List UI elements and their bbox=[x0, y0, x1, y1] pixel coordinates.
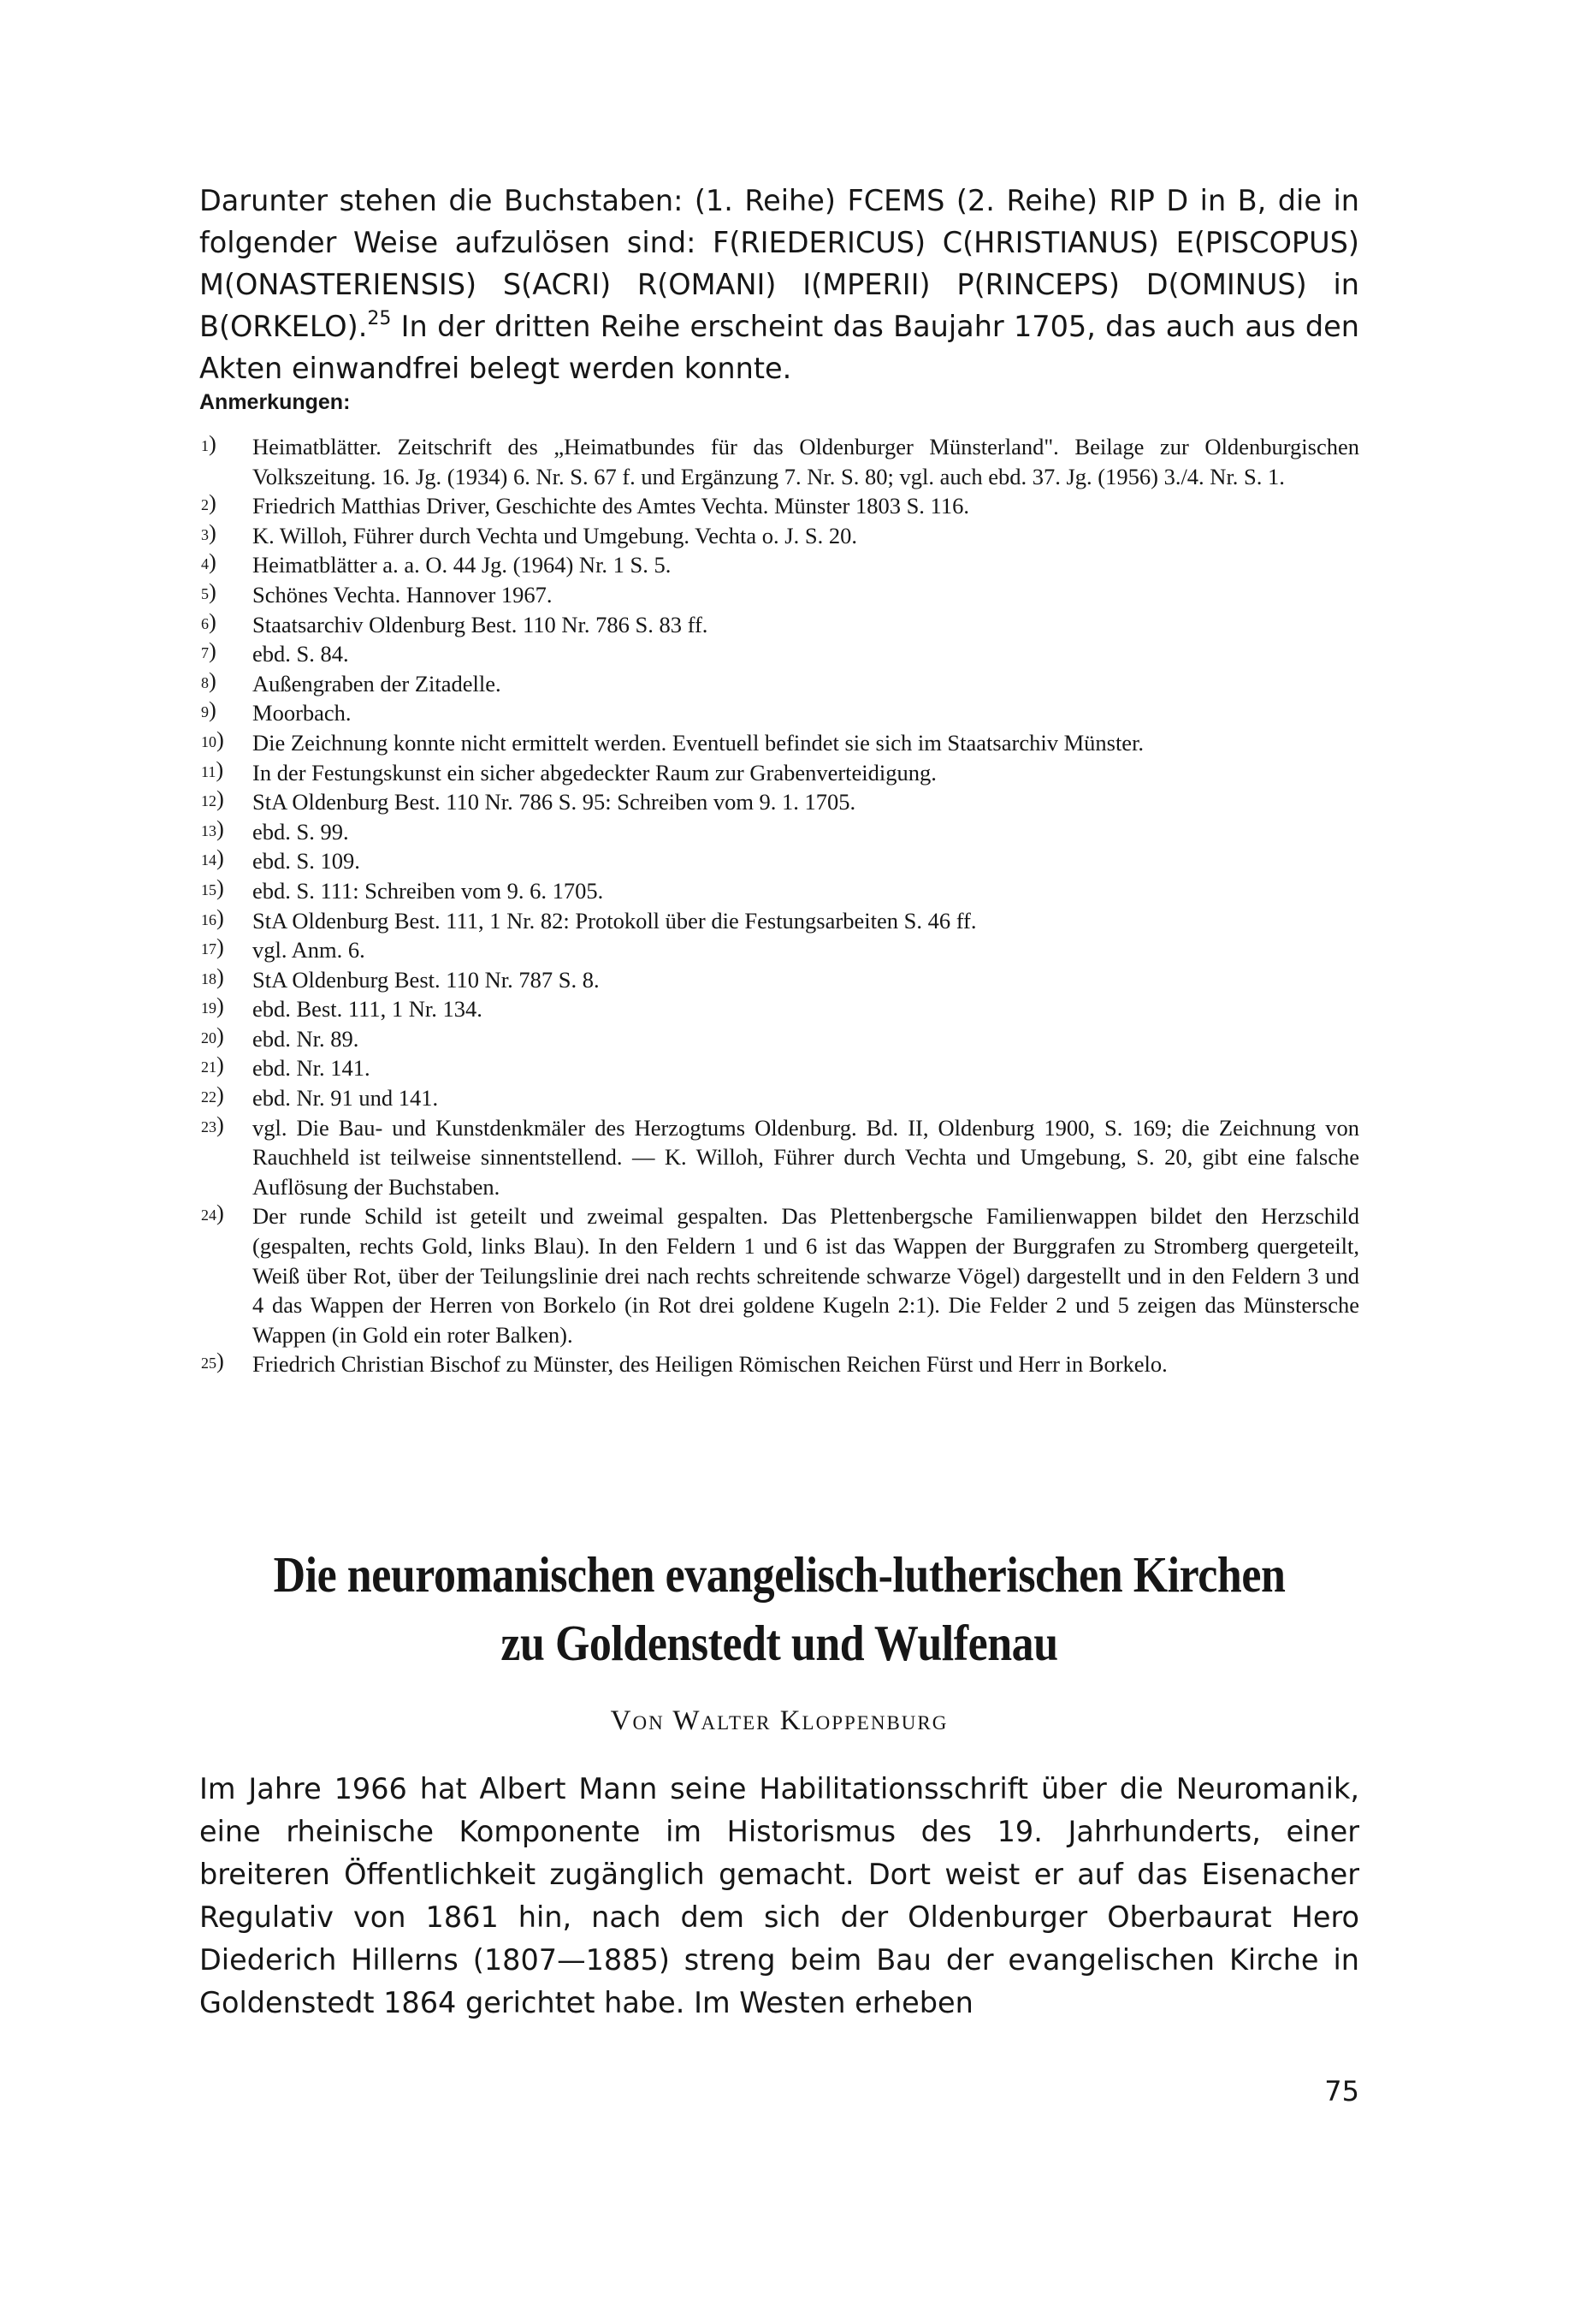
footnote-text: vgl. Anm. 6. bbox=[252, 937, 365, 963]
footnote-number: 11) bbox=[201, 756, 224, 782]
footnote-text: Moorbach. bbox=[252, 700, 352, 726]
article-byline: Von Walter Kloppenburg bbox=[610, 1705, 949, 1736]
footnote-text: ebd. Nr. 141. bbox=[252, 1055, 370, 1082]
footnote-item bbox=[199, 669, 1359, 699]
footnote-text: In der Festungskunst ein sicher abgedeckter Raum zur Grabenverteidigung. bbox=[252, 759, 937, 786]
footnote-item bbox=[199, 1113, 1359, 1202]
notes-heading: Anmerkungen: bbox=[199, 390, 351, 414]
footnote-item bbox=[199, 906, 1359, 936]
footnote-number: 7) bbox=[201, 637, 216, 664]
article-title-line-1: Die neuromanischen evangelisch-lutherischen Kirchen bbox=[273, 1546, 1286, 1603]
footnote-text: ebd. S. 84. bbox=[252, 641, 349, 667]
article-body-paragraph: Im Jahre 1966 hat Albert Mann seine Habilitationsschrift über die Neuromanik, eine rheinische Komponente im Historismus des 19. Jahrhunderts, einer breiteren Öffentlichkeit zugänglich gemacht. Dort weist er auf das Eisenacher Regulativ von 1861 hin, nach dem sich der Oldenburger Oberbaurat Hero Diederich Hillerns (1807—1885) streng beim Bau der evangelischen Kirche in Goldenstedt 1864 gerichtet habe. Im Westen erheben bbox=[199, 1772, 1359, 2019]
intro-text: Darunter stehen die Buchstaben: (1. Reihe) FCEMS (2. Reihe) RIP D in B, die in folgender Weise aufzulösen sind: F(RIEDERICUS) C(HRISTIANUS) E(PISCOPUS) M(ONASTERIENSIS) S(ACRI) R(OMANI) I(MPERII) P(RINCEPS) D(OMINUS) in B(ORKELO). bbox=[199, 184, 1359, 343]
footnote-item bbox=[199, 846, 1359, 876]
footnote-text: Heimatblätter a. a. O. 44 Jg. (1964) Nr. 1 S. 5. bbox=[252, 552, 672, 578]
footnote-text: ebd. Nr. 89. bbox=[252, 1025, 359, 1052]
footnote-number: 16) bbox=[201, 904, 224, 930]
intro-text-continued: In der dritten Reihe erscheint das Baujahr 1705, das auch aus den Akten einwandfrei belegt werden konnte. bbox=[199, 310, 1359, 385]
intro-footnote-ref[interactable]: 25 bbox=[367, 308, 392, 329]
footnote-number: 13) bbox=[201, 815, 224, 841]
footnote-number: 15) bbox=[201, 874, 224, 900]
footnote-text: StA Oldenburg Best. 111, 1 Nr. 82: Protokoll über die Festungsarbeiten S. 46 ff. bbox=[252, 907, 977, 934]
footnote-number: 4) bbox=[201, 548, 216, 575]
footnote-text: ebd. S. 111: Schreiben vom 9. 6. 1705. bbox=[252, 877, 604, 904]
footnote-item bbox=[199, 876, 1359, 906]
footnote-number: 12) bbox=[201, 786, 224, 812]
footnote-item bbox=[199, 935, 1359, 965]
footnote-text: Staatsarchiv Oldenburg Best. 110 Nr. 786 S. 83 ff. bbox=[252, 611, 708, 637]
footnote-number: 10) bbox=[201, 726, 224, 752]
footnote-item bbox=[199, 1024, 1359, 1054]
footnote-text: ebd. S. 99. bbox=[252, 818, 349, 845]
footnote-number: 6) bbox=[201, 608, 216, 634]
footnote-item bbox=[199, 521, 1359, 551]
footnote-item bbox=[199, 1083, 1359, 1113]
footnote-number: 14) bbox=[201, 845, 224, 871]
footnote-number: 25) bbox=[201, 1348, 224, 1374]
footnote-text: Schönes Vechta. Hannover 1967. bbox=[252, 581, 553, 608]
footnote-text: Außengraben der Zitadelle. bbox=[252, 670, 501, 697]
footnote-number: 2) bbox=[201, 489, 216, 516]
page-number: 75 bbox=[1324, 2075, 1359, 2108]
footnote-item bbox=[199, 580, 1359, 610]
footnote-number: 3) bbox=[201, 519, 216, 545]
footnote-item bbox=[199, 698, 1359, 728]
footnote-text: Die Zeichnung konnte nicht ermittelt werden. Eventuell befindet sie sich im Staatsarchiv Münster. bbox=[252, 729, 1145, 756]
footnote-number: 24) bbox=[201, 1200, 224, 1226]
footnote-item bbox=[199, 1201, 1359, 1349]
footnote-text: StA Oldenburg Best. 110 Nr. 787 S. 8. bbox=[252, 966, 600, 993]
footnote-number: 19) bbox=[201, 993, 224, 1019]
footnote-text: Friedrich Christian Bischof zu Münster, des Heiligen Römischen Reichen Fürst und Herr in Borkelo. bbox=[252, 1351, 1168, 1378]
footnote-text: ebd. S. 109. bbox=[252, 848, 360, 874]
footnote-text: Der runde Schild ist geteilt und zweimal gespalten. Das Plettenbergsche Familienwappen bildet den Herzschild (gespalten, rechts Gold, links Blau). In den Feldern 1 und 6 ist das Wappen der Burggrafen zu Stromberg quergeteilt, Weiß über Rot, über der Teilungslinie drei nach rechts schreitende schwarze Vögel) dargestellt und in den Feldern 3 und 4 das Wappen der Herren von Borkelo (in Rot drei goldene Kugeln 2:1). Die Felder 2 und 5 zeigen das Münstersche Wappen (in Gold ein roter Balken). bbox=[252, 1203, 1359, 1348]
article-title bbox=[269, 1540, 1289, 1677]
footnote-item bbox=[199, 1349, 1359, 1379]
footnote-item bbox=[199, 787, 1359, 817]
footnote-number: 18) bbox=[201, 963, 224, 989]
footnote-number: 23) bbox=[201, 1111, 224, 1137]
footnote-text: Friedrich Matthias Driver, Geschichte des Amtes Vechta. Münster 1803 S. 116. bbox=[252, 493, 969, 519]
footnote-text: vgl. Die Bau- und Kunstdenkmäler des Herzogtums Oldenburg. Bd. II, Oldenburg 1900, S. 169; die Zeichnung von Rauchheld ist teilweise sinnentstellend. — K. Willoh, Führer durch Vechta und Umgebung, S. 20, gibt eine falsche Auflösung der Buchstaben. bbox=[252, 1114, 1359, 1200]
footnote-item bbox=[199, 491, 1359, 521]
footnotes-list bbox=[199, 432, 1359, 1379]
footnote-number: 1) bbox=[201, 430, 216, 456]
footnote-item bbox=[199, 432, 1359, 491]
footnote-item bbox=[199, 550, 1359, 580]
article-title-line-2: zu Goldenstedt und Wulfenau bbox=[500, 1615, 1058, 1671]
footnote-number: 21) bbox=[201, 1052, 224, 1078]
footnote-item bbox=[199, 994, 1359, 1024]
footnote-text: StA Oldenburg Best. 110 Nr. 786 S. 95: Schreiben vom 9. 1. 1705. bbox=[252, 789, 856, 815]
footnote-item bbox=[199, 610, 1359, 640]
footnote-number: 9) bbox=[201, 697, 216, 723]
footnote-text: ebd. Nr. 91 und 141. bbox=[252, 1085, 439, 1112]
intro-paragraph bbox=[199, 180, 1359, 389]
footnote-number: 8) bbox=[201, 667, 216, 693]
footnote-text: K. Willoh, Führer durch Vechta und Umgebung. Vechta o. J. S. 20. bbox=[252, 522, 857, 548]
footnote-text: Heimatblätter. Zeitschrift des „Heimatbundes für das Oldenburger Münsterland". Beilage zur Oldenburgischen Volkszeitung. 16. Jg. (1934) 6. Nr. S. 67 f. und Ergänzung 7. Nr. S. 80; vgl. auch ebd. 37. Jg. (1956) 3./4. Nr. S. 1. bbox=[252, 434, 1359, 489]
footnote-item bbox=[199, 965, 1359, 995]
footnote-item bbox=[199, 639, 1359, 669]
footnote-number: 5) bbox=[201, 578, 216, 604]
footnote-item bbox=[199, 817, 1359, 847]
footnote-number: 20) bbox=[201, 1022, 224, 1048]
footnote-item bbox=[199, 758, 1359, 788]
footnote-text: ebd. Best. 111, 1 Nr. 134. bbox=[252, 996, 482, 1023]
footnote-number: 17) bbox=[201, 934, 224, 960]
footnote-item bbox=[199, 728, 1359, 758]
footnote-item bbox=[199, 1053, 1359, 1083]
footnote-number: 22) bbox=[201, 1082, 224, 1108]
